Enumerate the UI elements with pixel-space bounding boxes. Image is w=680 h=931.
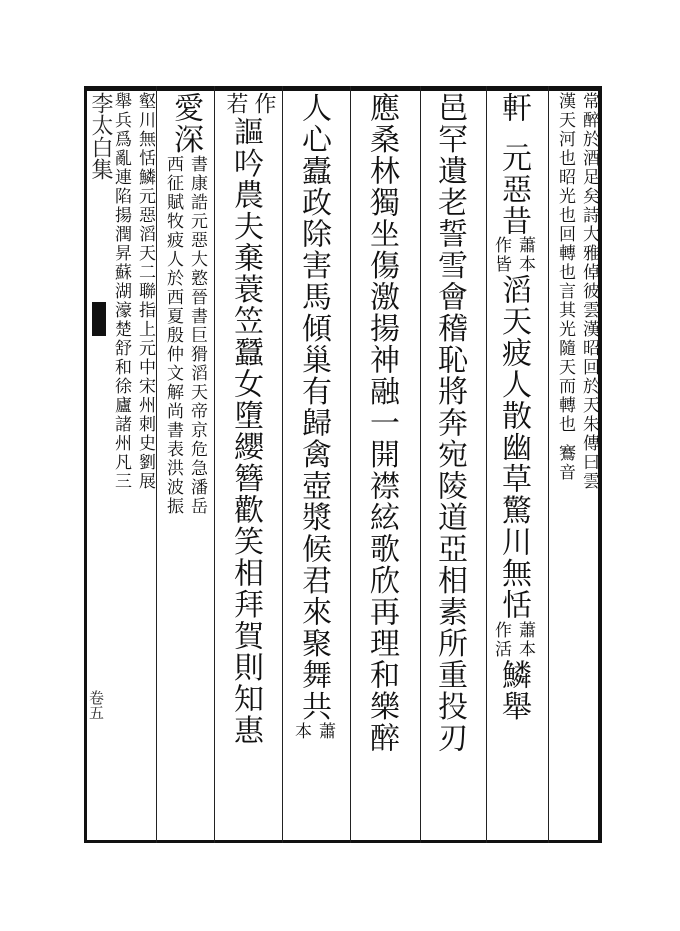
column-rule — [350, 86, 351, 843]
main-text: 元惡昔 — [496, 141, 531, 236]
variant-note-right: 蕭本 — [515, 620, 535, 659]
text-column-7 — [160, 92, 210, 832]
commentary-right: 壑川無恬鱗元惡滔天二聯指上元中宋州刺史劉展 — [135, 92, 155, 491]
column-rule — [548, 86, 549, 843]
variant-note-right: 蕭本 — [515, 236, 535, 274]
margin-fishtail-mark — [92, 302, 106, 336]
text-column-8 — [108, 92, 158, 832]
column-rule — [420, 86, 421, 843]
gutter-line — [84, 86, 87, 843]
variant-note-right: 蕭 — [315, 722, 335, 741]
main-text: 邑罕遺老誓雪會稽恥將奔宛陵道亞相素所重投刃 — [432, 92, 467, 754]
column-rule — [214, 86, 215, 843]
text-column-4 — [356, 92, 406, 832]
column-rule — [282, 86, 283, 843]
variant-note-right: 作 — [251, 92, 276, 116]
main-text: 謳吟農夫棄蓑笠蠶女墮纓簪歡笑相拜賀則知惠 — [228, 116, 263, 746]
variant-note-left: 作活 — [491, 620, 511, 659]
text-column-5 — [288, 92, 338, 832]
main-text: 滔天疲人散幽草驚川無恬 — [496, 274, 531, 621]
text-column-1 — [552, 92, 602, 832]
main-text: 愛深 — [168, 92, 203, 155]
main-text: 人心蠹政除害馬傾巢有歸禽壺漿候君來聚舞共 — [296, 92, 331, 722]
main-text: 應桑林獨坐傷激揚神融一開襟絃歌欣再理和樂醉 — [364, 92, 399, 754]
text-column-2 — [488, 92, 538, 832]
variant-note-left: 作皆 — [491, 236, 511, 274]
commentary-right: 常醉於酒足矣詩大雅倬彼雲漢昭回於天朱傳曰雲 — [579, 92, 599, 491]
text-column-3 — [424, 92, 474, 832]
commentary-left: 漢天河也昭光也回轉也言其光隨天而轉也鶱音 — [555, 92, 575, 482]
main-text: 軒 — [496, 92, 531, 124]
margin-title: 李太白集 — [88, 92, 113, 180]
commentary-left: 舉兵爲亂連陷揚潤昇蘇湖濠楚舒和徐廬諸州凡三 — [111, 92, 131, 491]
column-rule — [486, 86, 487, 843]
main-text: 鱗舉 — [496, 658, 531, 722]
commentary-right: 書康誥元惡大憝晉書巨猾滔天帝京危急潘岳 — [187, 155, 207, 516]
text-column-6 — [220, 92, 276, 832]
folio-number: 卷五 — [87, 690, 105, 720]
variant-note-left: 本 — [291, 722, 311, 741]
commentary-left: 西征賦牧疲人於西夏殷仲文解尚書表洪波振 — [163, 155, 183, 516]
variant-note-left: 若 — [223, 92, 248, 116]
